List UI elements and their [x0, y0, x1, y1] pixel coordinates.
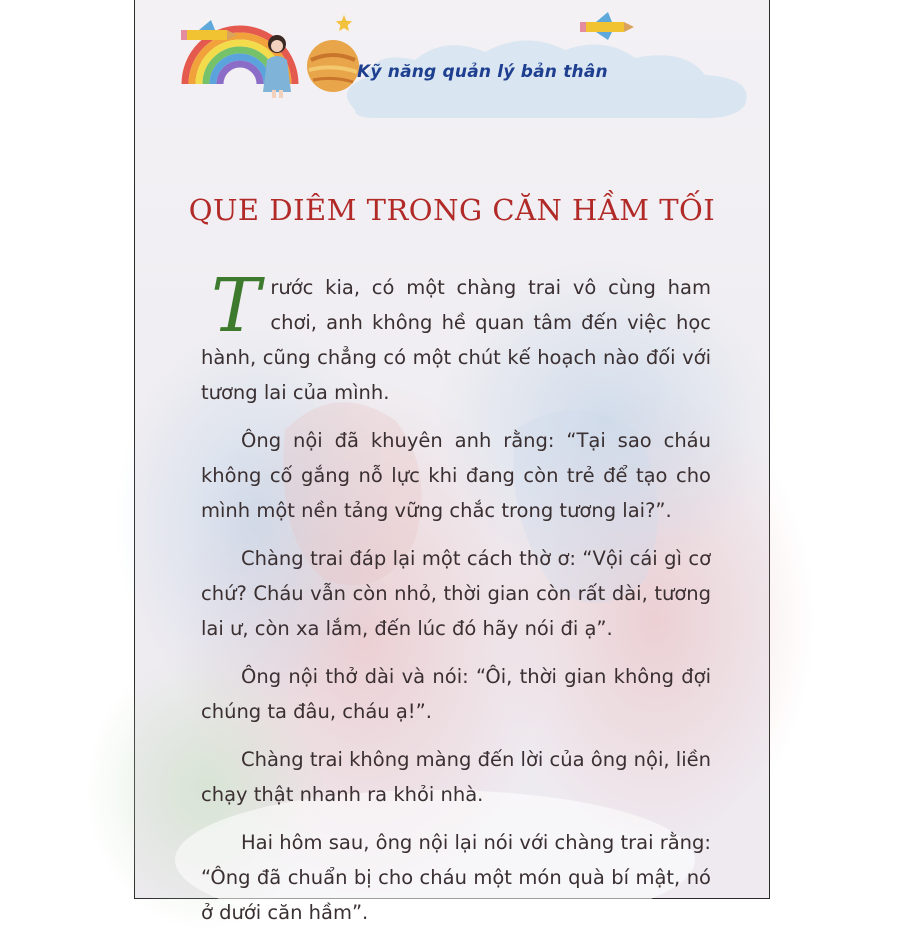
paragraph: Ông nội thở dài và nói: “Ôi, thời gian không đợi chúng ta đâu, cháu ạ!”.	[201, 665, 711, 723]
girl-with-balloons-icon	[253, 30, 303, 100]
book-page	[134, 0, 770, 924]
paragraph	[201, 263, 711, 410]
book-title-header: Kỹ năng quản lý bản thân	[357, 62, 608, 82]
paragraph: Ông nội đã khuyên anh rằng: “Tại sao cháu không cố gắng nỗ lực khi đang còn trẻ để tạo cho mình một nền tảng vững chắc trong tương lai?”.	[201, 429, 711, 522]
star-icon	[335, 14, 353, 32]
paragraph-text: rước kia, có một chàng trai vô cùng ham chơi, anh không hề quan tâm đến việc học hành, cũng chẳng có một chút kế hoạch nào đối với tương lai của mình.	[201, 276, 711, 404]
planet-icon	[303, 36, 363, 96]
paragraph: Chàng trai đáp lại một cách thờ ơ: “Vội cái gì cơ chứ? Cháu vẫn còn nhỏ, thời gian còn rất dài, tương lai ư, còn xa lắm, đến lúc đó hãy nói đi ạ”.	[201, 547, 711, 640]
paragraph: Chàng trai không màng đến lời của ông nội, liền chạy thật nhanh ra khỏi nhà.	[201, 748, 711, 806]
pencil-airplane-icon	[179, 20, 239, 50]
paragraph: Hai hôm sau, ông nội lại nói với chàng trai rằng: “Ông đã chuẩn bị cho cháu một món quà bí mật, nó ở dưới căn hầm”.	[201, 831, 711, 924]
story-body	[201, 263, 711, 943]
story-title: QUE DIÊM TRONG CĂN HẦM TỐI	[188, 193, 716, 227]
pencil-airplane-icon	[580, 10, 636, 42]
drop-cap: T	[211, 263, 261, 349]
